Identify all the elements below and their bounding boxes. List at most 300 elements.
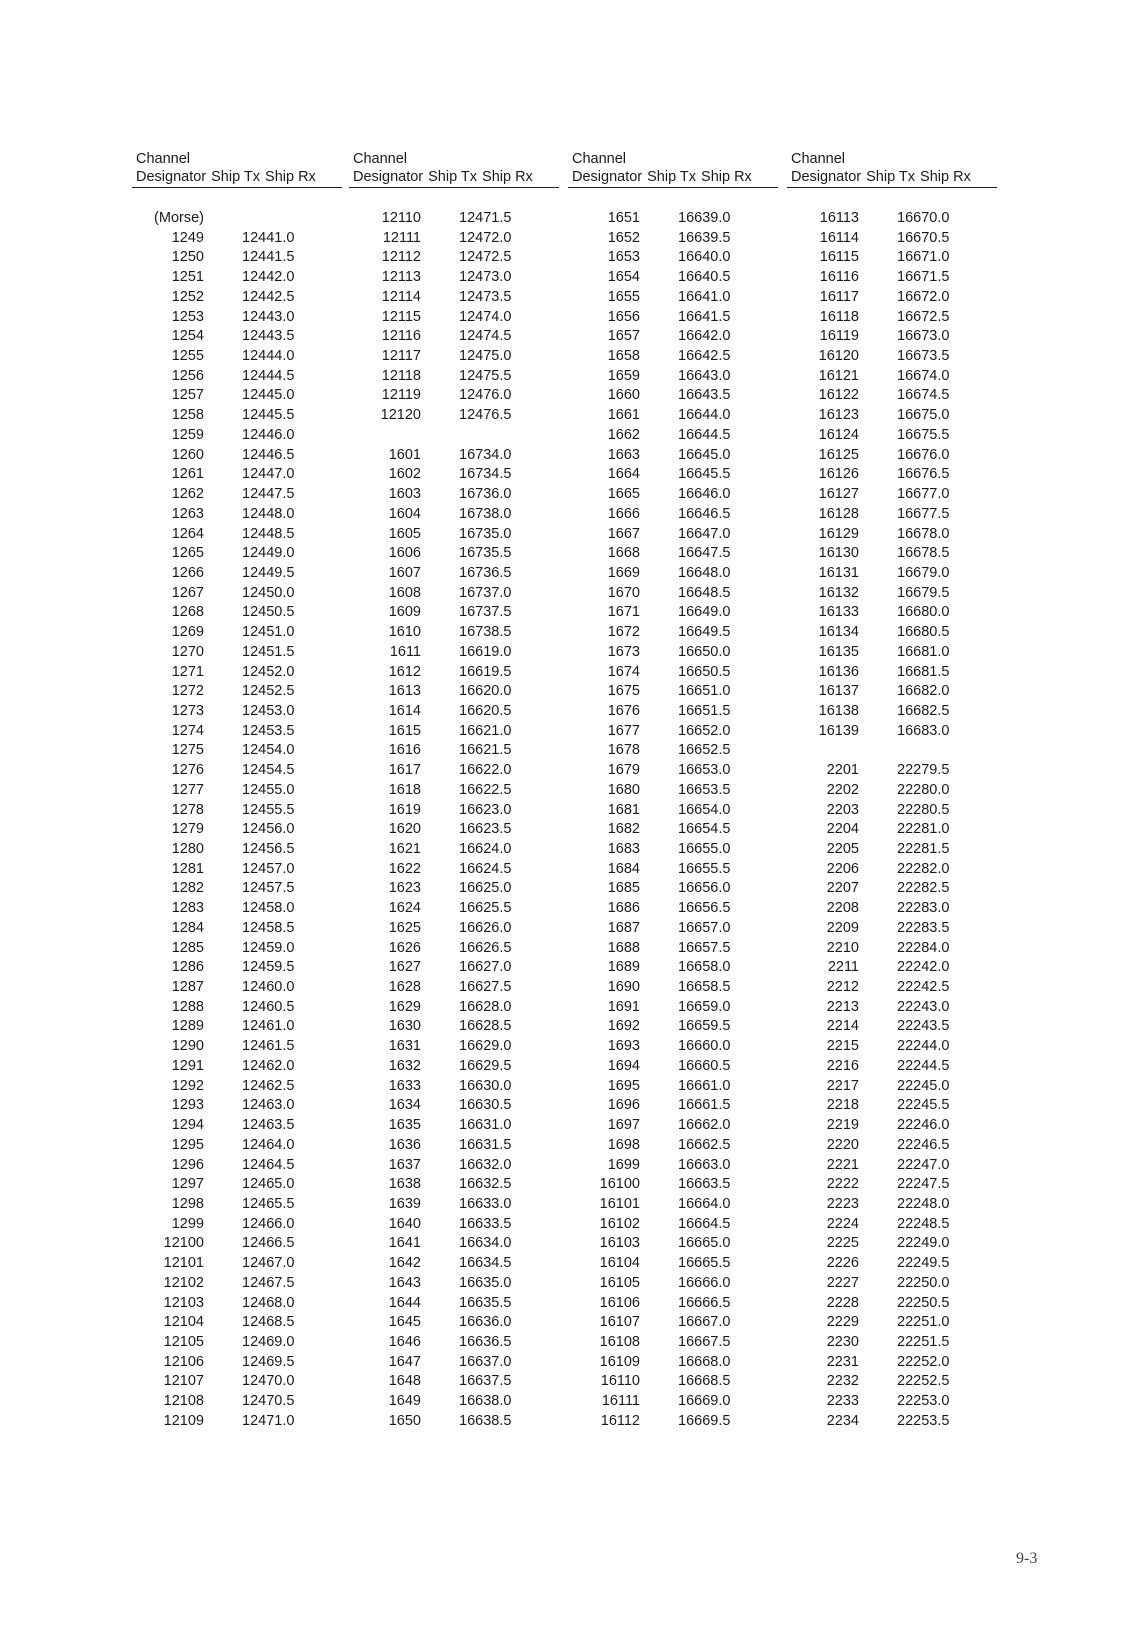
channel-designator: 1288: [171, 998, 204, 1015]
ship-tx-frequency: 12454.0: [242, 742, 295, 759]
table-row: [349, 426, 559, 446]
channel-designator: 1282: [171, 880, 204, 897]
ship-tx-frequency: 16648.5: [678, 584, 731, 601]
ship-tx-frequency: 12449.5: [242, 564, 295, 581]
channel-designator: 1259: [171, 426, 204, 443]
channel-designator: 1663: [607, 446, 640, 463]
table-row: [568, 584, 778, 604]
table-row: [568, 485, 778, 505]
table-row: [132, 544, 342, 564]
ship-tx-frequency: 16641.5: [678, 308, 731, 325]
column-rows: [132, 209, 342, 1432]
ship-tx-frequency: 12453.5: [242, 722, 295, 739]
table-row: [349, 327, 559, 347]
channel-designator: 2218: [826, 1097, 859, 1114]
channel-designator: 1677: [607, 722, 640, 739]
channel-designator: 1260: [171, 446, 204, 463]
ship-tx-frequency: 16661.5: [678, 1097, 731, 1114]
channel-designator: 16133: [818, 604, 859, 621]
channel-designator: 1279: [171, 821, 204, 838]
ship-tx-frequency: 12460.0: [242, 979, 295, 996]
table-row: [132, 1254, 342, 1274]
table-row: [787, 702, 997, 722]
table-row: [787, 1353, 997, 1373]
channel-designator: 1634: [388, 1097, 421, 1114]
table-row: [349, 1353, 559, 1373]
table-row: [787, 564, 997, 584]
ship-tx-frequency: 12465.0: [242, 1176, 295, 1193]
table-row: [787, 603, 997, 623]
channel-designator: 12108: [163, 1393, 204, 1410]
channel-designator: 1264: [171, 525, 204, 542]
ship-tx-frequency: 12451.5: [242, 643, 295, 660]
table-row: [349, 544, 559, 564]
channel-designator: 1655: [607, 288, 640, 305]
ship-tx-frequency: 16633.5: [459, 1215, 512, 1232]
ship-tx-frequency: 16658.5: [678, 979, 731, 996]
channel-designator: 16117: [819, 288, 859, 305]
ship-tx-frequency: 16648.0: [678, 564, 731, 581]
table-row: [132, 820, 342, 840]
ship-tx-frequency: 16736.0: [459, 486, 512, 503]
ship-tx-frequency: 16651.0: [678, 683, 731, 700]
table-row: [568, 1313, 778, 1333]
ship-tx-frequency: 16679.0: [897, 564, 950, 581]
table-row: [568, 465, 778, 485]
ship-tx-frequency: 22282.0: [897, 860, 950, 877]
table-row: [349, 682, 559, 702]
channel-designator: 2204: [826, 821, 859, 838]
channel-designator: 1662: [607, 426, 640, 443]
channel-designator: 2208: [826, 900, 859, 917]
table-row: [787, 741, 997, 761]
channel-designator: 2205: [826, 841, 859, 857]
table-row: [787, 505, 997, 525]
channel-designator: 1274: [171, 722, 204, 739]
table-row: [787, 1037, 997, 1057]
channel-designator: 2202: [826, 781, 859, 798]
ship-tx-frequency: 12460.5: [242, 998, 295, 1015]
table-row: [132, 426, 342, 446]
ship-tx-frequency: 22242.0: [897, 959, 950, 976]
ship-tx-frequency: 16674.0: [897, 367, 950, 384]
table-row: [132, 288, 342, 308]
channel-designator: 1614: [388, 702, 421, 719]
header-designator: Designator: [791, 169, 862, 185]
ship-tx-frequency: 16680.5: [897, 624, 950, 641]
channel-designator: 2210: [826, 939, 859, 956]
ship-tx-frequency: 22252.5: [897, 1373, 950, 1390]
column-header-labels: [132, 168, 342, 188]
table-row: [349, 406, 559, 426]
ship-tx-frequency: 12443.5: [242, 328, 295, 345]
table-row: [568, 288, 778, 308]
channel-designator: 16129: [818, 525, 859, 542]
channel-designator: 16130: [818, 545, 859, 562]
channel-designator: 1628: [388, 979, 421, 996]
channel-designator: 1666: [607, 505, 640, 522]
table-row: [787, 1294, 997, 1314]
table-row: [787, 1215, 997, 1235]
ship-tx-frequency: 16621.0: [459, 722, 512, 739]
table-row: [787, 840, 997, 860]
ship-tx-frequency: 16619.5: [459, 663, 512, 680]
table-row: [349, 505, 559, 525]
table-row: [132, 663, 342, 683]
ship-tx-frequency: 22243.0: [897, 998, 950, 1015]
table-row: [132, 1234, 342, 1254]
table-row: [132, 1392, 342, 1412]
table-row: [349, 1116, 559, 1136]
table-row: [568, 1077, 778, 1097]
table-row: [132, 386, 342, 406]
channel-designator: 16101: [599, 1195, 640, 1212]
channel-designator: 1257: [171, 387, 204, 404]
ship-tx-frequency: 12461.5: [242, 1038, 295, 1055]
table-row: [568, 505, 778, 525]
table-row: [787, 1077, 997, 1097]
ship-tx-frequency: 12445.5: [242, 407, 295, 424]
table-row: [132, 702, 342, 722]
ship-tx-frequency: 16619.0: [459, 643, 512, 660]
channel-designator: 1680: [607, 781, 640, 798]
ship-tx-frequency: 16621.5: [459, 742, 512, 759]
ship-tx-frequency: 12468.0: [242, 1294, 295, 1311]
table-row: [349, 781, 559, 801]
channel-designator: 1656: [607, 308, 640, 325]
ship-tx-frequency: 16670.5: [897, 229, 950, 246]
table-row: [132, 781, 342, 801]
ship-tx-frequency: 16633.0: [459, 1195, 512, 1212]
table-column-3: [568, 150, 778, 1432]
ship-tx-frequency: 12462.5: [242, 1077, 295, 1094]
ship-tx-frequency: 16666.5: [678, 1294, 731, 1311]
table-row: [568, 998, 778, 1018]
ship-tx-frequency: 16677.5: [897, 505, 950, 522]
table-row: [132, 485, 342, 505]
ship-tx-frequency: 12447.5: [242, 486, 295, 503]
table-row: [787, 939, 997, 959]
table-row: [568, 978, 778, 998]
channel-designator: 2201: [826, 762, 859, 779]
channel-designator: 1281: [171, 860, 204, 877]
channel-designator: 2211: [827, 959, 859, 976]
channel-designator: 16116: [819, 269, 859, 286]
ship-tx-frequency: 16676.0: [897, 446, 950, 463]
table-row: [568, 761, 778, 781]
channel-designator: 16138: [818, 702, 859, 719]
ship-tx-frequency: 16675.5: [897, 426, 950, 443]
table-row: [787, 1412, 997, 1432]
table-row: [349, 268, 559, 288]
ship-tx-frequency: 16637.0: [459, 1353, 512, 1370]
channel-designator: 12111: [382, 229, 421, 246]
table-row: [568, 564, 778, 584]
table-row: [132, 248, 342, 268]
table-row: [349, 820, 559, 840]
ship-tx-frequency: 16670.0: [897, 210, 950, 226]
ship-tx-frequency: 12442.5: [242, 288, 295, 305]
ship-tx-frequency: 12458.5: [242, 919, 295, 936]
ship-tx-frequency: 16639.5: [678, 229, 731, 246]
ship-tx-frequency: 12446.0: [242, 426, 295, 443]
ship-tx-frequency: 12458.0: [242, 900, 295, 917]
channel-designator: 1636: [388, 1136, 421, 1153]
channel-designator: 16119: [819, 328, 859, 345]
table-row: [787, 801, 997, 821]
ship-tx-frequency: 12455.5: [242, 801, 295, 818]
ship-tx-frequency: 12444.0: [242, 348, 295, 365]
channel-designator: 1651: [607, 210, 640, 226]
ship-tx-frequency: 16651.5: [678, 702, 731, 719]
ship-tx-frequency: 16625.0: [459, 880, 512, 897]
channel-designator: 1699: [607, 1156, 640, 1173]
channel-designator: 2228: [826, 1294, 859, 1311]
column-header-channel: Channel: [353, 151, 408, 167]
channel-designator: 1284: [171, 919, 204, 936]
table-row: [349, 288, 559, 308]
column-rows: [349, 209, 559, 1432]
ship-tx-frequency: 12448.5: [242, 525, 295, 542]
table-row: [349, 1313, 559, 1333]
channel-designator: 1601: [388, 446, 421, 463]
ship-tx-frequency: 16623.5: [459, 821, 512, 838]
ship-tx-frequency: 16665.5: [678, 1255, 731, 1272]
table-row: [568, 879, 778, 899]
channel-designator: 16102: [599, 1215, 640, 1232]
channel-designator: 1698: [607, 1136, 640, 1153]
channel-designator: 16124: [818, 426, 859, 443]
table-row: [132, 1195, 342, 1215]
channel-designator: 12100: [163, 1235, 204, 1252]
table-row: [349, 919, 559, 939]
ship-tx-frequency: 22244.0: [897, 1038, 950, 1055]
ship-tx-frequency: 22245.5: [897, 1097, 950, 1114]
channel-designator: 1293: [171, 1097, 204, 1114]
channel-designator: 1607: [388, 564, 421, 581]
table-row: [132, 367, 342, 387]
ship-tx-frequency: 16632.5: [459, 1176, 512, 1193]
channel-designator: 1688: [607, 939, 640, 956]
channel-designator: 1650: [388, 1412, 421, 1429]
ship-tx-frequency: 16667.5: [678, 1333, 731, 1350]
channel-designator: 1253: [171, 308, 204, 325]
channel-designator: 1271: [171, 663, 204, 680]
channel-designator: 1261: [171, 466, 204, 483]
ship-tx-frequency: 16734.0: [459, 446, 512, 463]
ship-tx-frequency: 16639.0: [678, 210, 731, 226]
table-row: [349, 1017, 559, 1037]
channel-designator: 16139: [818, 722, 859, 739]
table-row: [349, 209, 559, 229]
channel-designator: 1290: [171, 1038, 204, 1055]
table-row: [132, 998, 342, 1018]
ship-tx-frequency: 16681.0: [897, 643, 950, 660]
ship-tx-frequency: 12445.0: [242, 387, 295, 404]
ship-tx-frequency: 16635.0: [459, 1274, 512, 1291]
channel-designator: 1255: [171, 348, 204, 365]
channel-designator: 2233: [826, 1393, 859, 1410]
table-row: [568, 1392, 778, 1412]
channel-designator: 2223: [826, 1195, 859, 1212]
ship-tx-frequency: 16677.0: [897, 486, 950, 503]
table-row: [568, 1274, 778, 1294]
channel-designator: 1612: [388, 663, 421, 680]
column-header-labels: [568, 168, 778, 188]
channel-designator: 1673: [607, 643, 640, 660]
ship-tx-frequency: 12456.0: [242, 821, 295, 838]
table-row: [132, 1353, 342, 1373]
channel-designator: 16111: [601, 1393, 640, 1410]
table-row: [787, 899, 997, 919]
ship-tx-frequency: 16630.0: [459, 1077, 512, 1094]
ship-tx-frequency: 12474.5: [459, 328, 512, 345]
ship-tx-frequency: 16626.0: [459, 919, 512, 936]
table-row: [568, 1195, 778, 1215]
table-row: [568, 1294, 778, 1314]
table-row: [349, 1254, 559, 1274]
channel-designator: 1637: [388, 1156, 421, 1173]
channel-designator: 1697: [607, 1117, 640, 1134]
table-row: [787, 248, 997, 268]
channel-designator: 1278: [171, 801, 204, 818]
ship-tx-frequency: 16659.0: [678, 998, 731, 1015]
ship-tx-frequency: 22248.5: [897, 1215, 950, 1232]
ship-tx-frequency: 16658.0: [678, 959, 731, 976]
channel-designator: 1640: [388, 1215, 421, 1232]
column-header-labels: [787, 168, 997, 188]
ship-tx-frequency: 16656.5: [678, 900, 731, 917]
table-row: [349, 761, 559, 781]
ship-tx-frequency: 16682.0: [897, 683, 950, 700]
ship-tx-frequency: 16643.0: [678, 367, 731, 384]
table-row: [132, 958, 342, 978]
channel-designator: 1270: [171, 643, 204, 660]
channel-designator: 2234: [826, 1412, 859, 1429]
table-row: [132, 939, 342, 959]
channel-designator: 16107: [599, 1314, 640, 1331]
ship-tx-frequency: 16675.0: [897, 407, 950, 424]
table-row: [349, 248, 559, 268]
ship-tx-frequency: 16657.5: [678, 939, 731, 956]
table-row: [787, 820, 997, 840]
table-row: [568, 446, 778, 466]
channel-designator: 16109: [599, 1353, 640, 1370]
ship-tx-frequency: 16627.5: [459, 979, 512, 996]
ship-tx-frequency: 16661.0: [678, 1077, 731, 1094]
channel-designator: 1613: [388, 683, 421, 700]
channel-designator: 1645: [388, 1314, 421, 1331]
ship-tx-frequency: 16653.0: [678, 762, 731, 779]
table-row: [787, 268, 997, 288]
channel-designator: 1619: [388, 801, 421, 818]
table-row: [349, 1372, 559, 1392]
table-row: [349, 899, 559, 919]
table-row: [568, 525, 778, 545]
channel-designator: 16106: [599, 1294, 640, 1311]
table-row: [787, 1017, 997, 1037]
table-row: [568, 1156, 778, 1176]
table-row: [132, 1136, 342, 1156]
channel-designator: 1285: [171, 939, 204, 956]
table-row: [787, 229, 997, 249]
channel-designator: 1631: [388, 1038, 421, 1055]
channel-designator: 2214: [826, 1018, 859, 1035]
ship-tx-frequency: 12446.5: [242, 446, 295, 463]
ship-tx-frequency: 12475.5: [459, 367, 512, 384]
table-row: [787, 1392, 997, 1412]
channel-designator: 1658: [607, 348, 640, 365]
ship-tx-frequency: 22246.5: [897, 1136, 950, 1153]
channel-designator: 12117: [381, 348, 421, 365]
table-row: [349, 1215, 559, 1235]
table-row: [787, 1333, 997, 1353]
channel-designator: 1644: [388, 1294, 421, 1311]
channel-designator: 1294: [171, 1117, 204, 1134]
channel-designator: 2230: [826, 1333, 859, 1350]
ship-tx-frequency: 16662.0: [678, 1117, 731, 1134]
table-row: [349, 998, 559, 1018]
ship-tx-frequency: 12470.0: [242, 1373, 295, 1390]
ship-tx-frequency: 16631.0: [459, 1117, 512, 1134]
channel-designator: 2220: [826, 1136, 859, 1153]
table-row: [132, 623, 342, 643]
channel-designator: 1280: [171, 841, 204, 857]
channel-designator: 1621: [388, 841, 421, 857]
channel-designator: 1291: [171, 1057, 204, 1074]
table-row: [349, 347, 559, 367]
ship-tx-frequency: 12457.0: [242, 860, 295, 877]
channel-designator: 16121: [818, 367, 859, 384]
table-row: [568, 209, 778, 229]
ship-tx-frequency: 22281.0: [897, 821, 950, 838]
ship-tx-frequency: 22280.5: [897, 801, 950, 818]
channel-designator: 12107: [163, 1373, 204, 1390]
ship-tx-frequency: 12472.5: [459, 249, 512, 266]
ship-tx-frequency: 16676.5: [897, 466, 950, 483]
table-row: [568, 801, 778, 821]
ship-tx-frequency: 12444.5: [242, 367, 295, 384]
table-row: [568, 327, 778, 347]
channel-designator: 1654: [607, 269, 640, 286]
table-row: [568, 702, 778, 722]
channel-designator: 1674: [607, 663, 640, 680]
table-row: [568, 367, 778, 387]
ship-tx-frequency: 16737.0: [459, 584, 512, 601]
ship-tx-frequency: 16650.5: [678, 663, 731, 680]
table-row: [787, 761, 997, 781]
table-row: [132, 643, 342, 663]
table-row: [787, 1234, 997, 1254]
table-row: [132, 465, 342, 485]
channel-designator: 12118: [381, 367, 421, 384]
ship-tx-frequency: 16736.5: [459, 564, 512, 581]
channel-designator: 16112: [600, 1412, 640, 1429]
channel-designator: 1659: [607, 367, 640, 384]
channel-designator: 1292: [171, 1077, 204, 1094]
table-row: [132, 1274, 342, 1294]
ship-tx-frequency: 12462.0: [242, 1057, 295, 1074]
ship-tx-frequency: 12464.5: [242, 1156, 295, 1173]
ship-tx-frequency: 16642.0: [678, 328, 731, 345]
column-header-channel: Channel: [136, 151, 191, 167]
channel-designator: 16108: [599, 1333, 640, 1350]
table-row: [787, 288, 997, 308]
channel-designator: 2232: [826, 1373, 859, 1390]
ship-tx-frequency: 16620.0: [459, 683, 512, 700]
channel-designator: 1625: [388, 919, 421, 936]
table-row: [349, 1195, 559, 1215]
